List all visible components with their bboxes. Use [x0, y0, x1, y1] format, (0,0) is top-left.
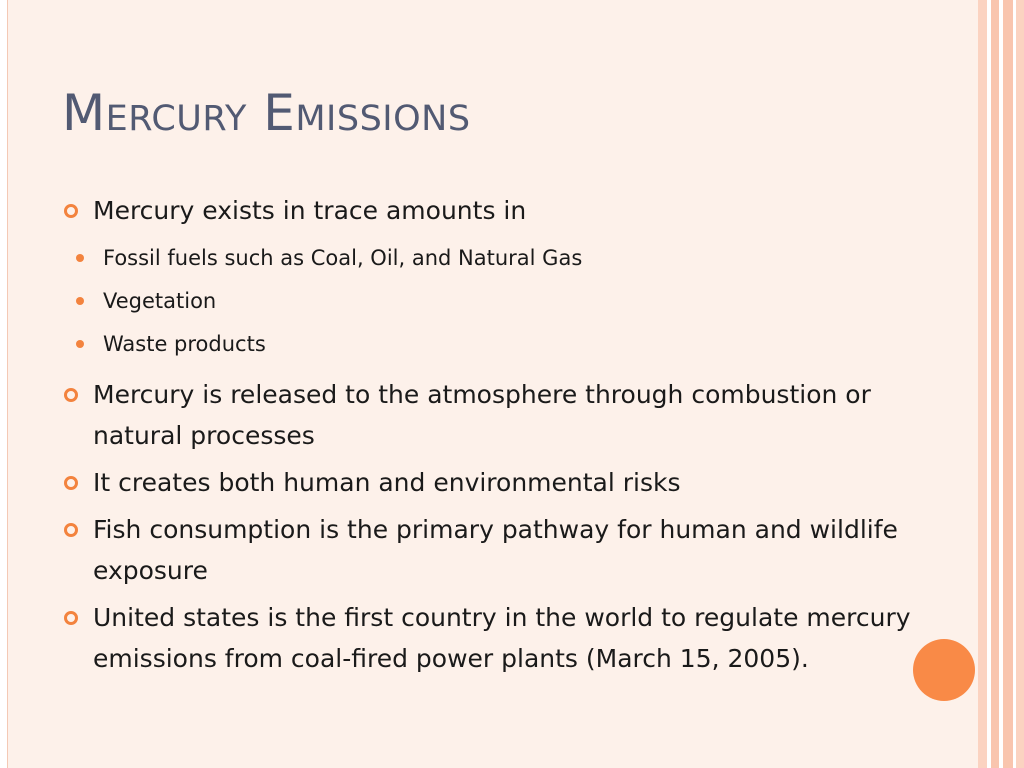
sub-bullet-text: Fossil fuels such as Coal, Oil, and Natural Gas [103, 246, 583, 270]
dot-bullet-icon [76, 254, 84, 262]
right-stripe-1 [978, 0, 987, 768]
bullet-text: Fish consumption is the primary pathway for human and wildlife exposure [93, 515, 898, 585]
bullet-list [62, 190, 962, 685]
ring-bullet-icon [64, 204, 78, 218]
sub-bullet-list [62, 237, 962, 366]
bullet-text: Mercury is released to the atmosphere through combustion or natural processes [93, 380, 871, 450]
bullet-item [62, 509, 962, 591]
dot-bullet-icon [76, 340, 84, 348]
decorative-circle [913, 639, 975, 701]
bullet-text: It creates both human and environmental risks [93, 468, 681, 497]
left-border [0, 0, 8, 768]
ring-bullet-icon [64, 523, 78, 537]
slide-title: Mercury Emissions [62, 84, 471, 142]
bullet-text: Mercury exists in trace amounts in [93, 196, 527, 225]
sub-bullet-item [62, 323, 962, 366]
sub-bullet-group [62, 237, 962, 366]
ring-bullet-icon [64, 476, 78, 490]
sub-bullet-item [62, 237, 962, 280]
ring-bullet-icon [64, 388, 78, 402]
ring-bullet-icon [64, 611, 78, 625]
sub-bullet-text: Waste products [103, 332, 266, 356]
right-stripe-5 [1003, 0, 1013, 768]
bullet-text: United states is the first country in the world to regulate mercury emissions from coal-fired power plants (March 15, 2005). [93, 603, 911, 673]
sub-bullet-item [62, 280, 962, 323]
right-stripe-3 [991, 0, 999, 768]
bullet-item [62, 374, 962, 456]
bullet-item [62, 462, 962, 503]
dot-bullet-icon [76, 297, 84, 305]
bullet-item [62, 190, 962, 231]
sub-bullet-text: Vegetation [103, 289, 217, 313]
right-stripe-7 [1016, 0, 1024, 768]
bullet-item [62, 597, 962, 679]
